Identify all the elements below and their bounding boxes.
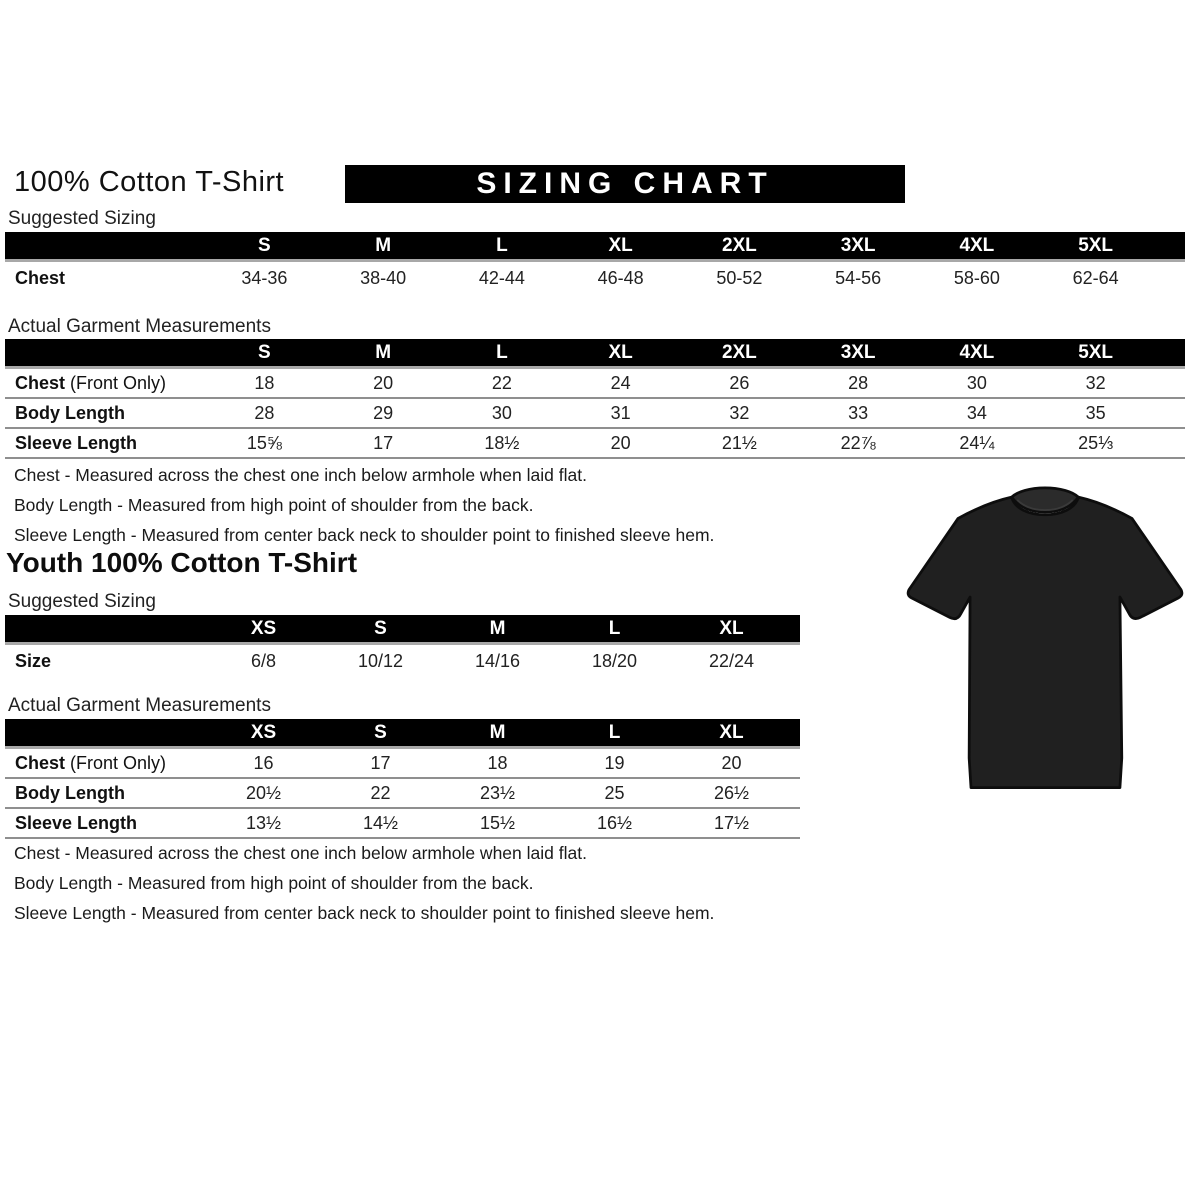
cell-value: 58-60 [953, 268, 1000, 288]
cell-value: 24¼ [959, 432, 995, 453]
size-column-header: 5XL [1078, 341, 1114, 363]
size-column-header: 2XL [721, 341, 757, 363]
size-column-header: S [374, 617, 387, 639]
cell-value: 18 [254, 372, 275, 393]
adult-measurements-table [5, 339, 1185, 459]
cell-value: 62-64 [1072, 268, 1119, 288]
cell-value: 28 [254, 402, 275, 423]
youth-actual-measurements-label: Actual Garment Measurements [8, 695, 271, 716]
cell-value: 6/8 [250, 651, 277, 671]
row-label: Body Length [15, 782, 125, 803]
size-column-header: XS [250, 721, 277, 743]
size-column-header: 3XL [840, 341, 876, 363]
table-row-body-length [5, 399, 1185, 429]
youth-page-title: Youth 100% Cotton T-Shirt [6, 547, 358, 578]
size-column-header: 4XL [959, 234, 995, 256]
size-column-header: 3XL [840, 234, 876, 256]
cell-value: 25⅓ [1078, 432, 1114, 453]
row-label: Chest (Front Only) [15, 752, 167, 773]
cell-value: 34 [966, 402, 987, 423]
measurement-note: Sleeve Length - Measured from center back neck to shoulder point to finished sleeve hem. [14, 525, 715, 545]
size-column-header: M [375, 341, 392, 363]
row-label: Size [15, 651, 52, 671]
cell-value: 28 [848, 372, 869, 393]
row-label-suffix: (Front Only) [65, 372, 167, 393]
cell-value: 20½ [245, 782, 282, 803]
adult-actual-measurements-label: Actual Garment Measurements [8, 316, 271, 337]
cell-value: 13½ [245, 812, 282, 833]
size-column-header: XL [719, 721, 744, 743]
size-column-header: L [608, 617, 621, 639]
tshirt-icon [897, 477, 1193, 817]
cell-value: 22/24 [708, 651, 755, 671]
cell-value: 26½ [713, 782, 750, 803]
cell-value: 19 [604, 752, 625, 773]
size-column-header: S [374, 721, 387, 743]
youth-measurements-table [5, 719, 800, 839]
size-column-header: 5XL [1078, 234, 1114, 256]
table-row [5, 262, 1185, 295]
header-row [0, 165, 1200, 207]
cell-value: 22 [491, 372, 512, 393]
cell-value: 32 [1085, 372, 1106, 393]
size-column-header: M [489, 721, 506, 743]
cell-value: 38-40 [360, 268, 407, 288]
cell-value: 42-44 [478, 268, 525, 288]
size-column-header: 2XL [721, 234, 757, 256]
cell-value: 29 [373, 402, 394, 423]
measurement-note: Chest - Measured across the chest one inch below armhole when laid flat. [14, 843, 587, 863]
row-label-suffix: (Front Only) [65, 752, 167, 773]
youth-suggested-sizing-label: Suggested Sizing [8, 591, 156, 612]
row-label: Chest [15, 268, 66, 288]
youth-measurements-header-bar [5, 719, 800, 749]
table-row-size [5, 645, 800, 678]
cell-value: 30 [491, 402, 512, 423]
cell-value: 20 [721, 752, 742, 773]
cell-value: 22⅞ [840, 432, 876, 453]
cell-value: 18½ [484, 432, 520, 453]
table-row-chest [5, 749, 800, 779]
black-tshirt-image [897, 477, 1193, 817]
measurement-note: Sleeve Length - Measured from center back neck to shoulder point to finished sleeve hem. [14, 903, 715, 923]
row-label: Sleeve Length [15, 432, 138, 453]
size-column-header: XS [250, 617, 277, 639]
size-column-header: XL [719, 617, 744, 639]
cell-value: 16 [253, 752, 274, 773]
size-column-header: XL [608, 341, 633, 363]
size-column-header: L [608, 721, 621, 743]
adult-suggested-sizing-label: Suggested Sizing [8, 208, 156, 229]
size-column-header: M [489, 617, 506, 639]
cell-value: 14/16 [474, 651, 521, 671]
table-row-sleeve-length [5, 809, 800, 839]
adult-suggested-header-bar [5, 232, 1185, 262]
cell-value: 17 [373, 432, 394, 453]
row-label: Chest (Front Only) [15, 372, 167, 393]
cell-value: 17 [370, 752, 391, 773]
cell-value: 22 [370, 782, 391, 803]
row-label: Sleeve Length [15, 812, 138, 833]
cell-value: 34-36 [241, 268, 288, 288]
cell-value: 50-52 [716, 268, 763, 288]
measurement-note: Chest - Measured across the chest one inch below armhole when laid flat. [14, 465, 587, 485]
cell-value: 15⅝ [246, 432, 282, 453]
adult-measurement-notes [14, 460, 714, 550]
size-column-header: L [496, 234, 508, 256]
cell-value: 25 [604, 782, 625, 803]
cell-value: 32 [729, 402, 750, 423]
cell-value: 31 [610, 402, 631, 423]
cell-value: 10/12 [357, 651, 404, 671]
sizing-chart-banner [345, 165, 905, 203]
cell-value: 21½ [721, 432, 757, 453]
row-label: Body Length [15, 402, 125, 423]
adult-suggested-sizing-table [5, 232, 1185, 295]
cell-value: 18 [487, 752, 508, 773]
cell-value: 15½ [479, 812, 516, 833]
adult-measurements-header-bar [5, 339, 1185, 369]
cell-value: 54-56 [835, 268, 882, 288]
cell-value: 46-48 [597, 268, 644, 288]
cell-value: 18/20 [591, 651, 638, 671]
cell-value: 20 [610, 432, 631, 453]
cell-value: 17½ [713, 812, 750, 833]
size-column-header: M [375, 234, 392, 256]
table-row-body-length [5, 779, 800, 809]
cell-value: 23½ [479, 782, 516, 803]
table-row-sleeve-length [5, 429, 1185, 459]
cell-value: 14½ [362, 812, 399, 833]
cell-value: 30 [966, 372, 987, 393]
size-column-header: 4XL [959, 341, 995, 363]
size-column-header: S [258, 341, 271, 363]
cell-value: 33 [848, 402, 869, 423]
table-row-chest [5, 369, 1185, 399]
cell-value: 26 [729, 372, 750, 393]
size-column-header: L [496, 341, 508, 363]
size-column-header: XL [608, 234, 633, 256]
measurement-note: Body Length - Measured from high point of shoulder from the back. [14, 495, 534, 515]
cell-value: 35 [1085, 402, 1106, 423]
measurement-note: Body Length - Measured from high point of shoulder from the back. [14, 873, 534, 893]
sizing-chart-banner-label: SIZING CHART [476, 167, 774, 200]
cell-value: 24 [610, 372, 631, 393]
youth-suggested-header-bar [5, 615, 800, 645]
youth-measurement-notes [14, 838, 714, 928]
size-column-header: S [258, 234, 271, 256]
page-title: 100% Cotton T-Shirt [14, 166, 285, 198]
youth-suggested-sizing-table [5, 615, 800, 678]
cell-value: 20 [373, 372, 394, 393]
cell-value: 16½ [596, 812, 633, 833]
